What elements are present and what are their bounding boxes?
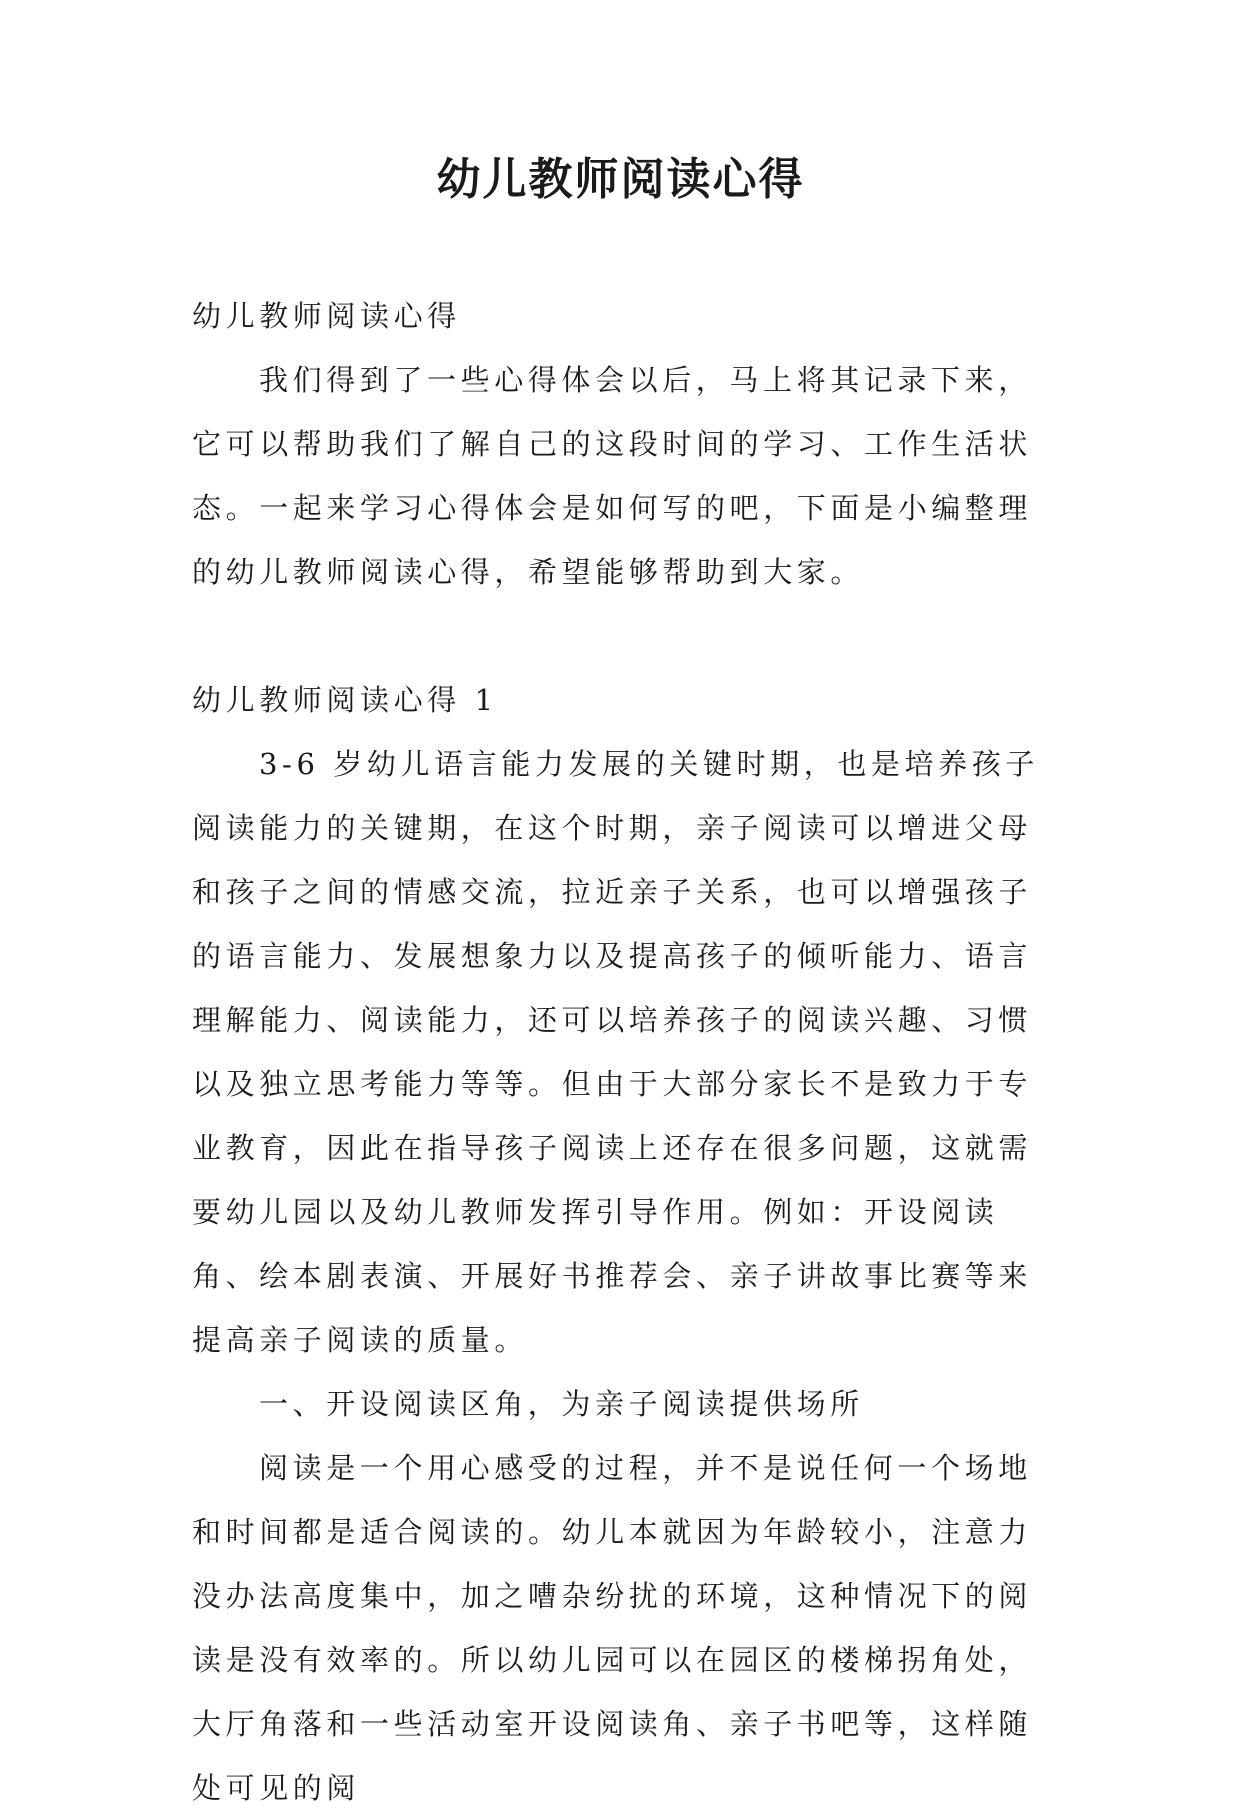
paragraph-gap [192, 604, 1052, 668]
document-body [192, 284, 1052, 1820]
body-paragraph: 阅读是一个用心感受的过程，并不是说任何一个场地和时间都是适合阅读的。幼儿本就因为年龄较小，注意力没办法高度集中，加之嘈杂纷扰的环境，这种情况下的阅读是没有效率的。所以幼儿园可以在园区的楼梯拐角处，大厅角落和一些活动室开设阅读角、亲子书吧等，这样随处可见的阅 [192, 1451, 1033, 1805]
body-paragraph: 3-6 岁幼儿语言能力发展的关键时期，也是培养孩子阅读能力的关键期，在这个时期，亲子阅读可以增进父母和孩子之间的情感交流，拉近亲子关系，也可以增强孩子的语言能力、发展想象力以及提高孩子的倾听能力、语言理解能力、阅读能力，还可以培养孩子的阅读兴趣、习惯以及独立思考能力等等。但由于大部分家长不是致力于专业教育，因此在指导孩子阅读上还存在很多问题，这就需要幼儿园以及幼儿教师发挥引导作用。例如：开设阅读角、绘本剧表演、开展好书推荐会、亲子讲故事比赛等来提高亲子阅读的质量。 [192, 747, 1039, 1357]
section-heading: 幼儿教师阅读心得 1 [192, 683, 498, 717]
intro-heading: 幼儿教师阅读心得 [192, 299, 461, 333]
document-title: 幼儿教师阅读心得 [436, 154, 805, 205]
sub-heading: 一、开设阅读区角，为亲子阅读提供场所 [259, 1387, 864, 1421]
intro-paragraph: 我们得到了一些心得体会以后，马上将其记录下来，它可以帮助我们了解自己的这段时间的学习、工作生活状态。一起来学习心得体会是如何写的吧，下面是小编整理的幼儿教师阅读心得，希望能够帮助到大家。 [192, 363, 1033, 589]
